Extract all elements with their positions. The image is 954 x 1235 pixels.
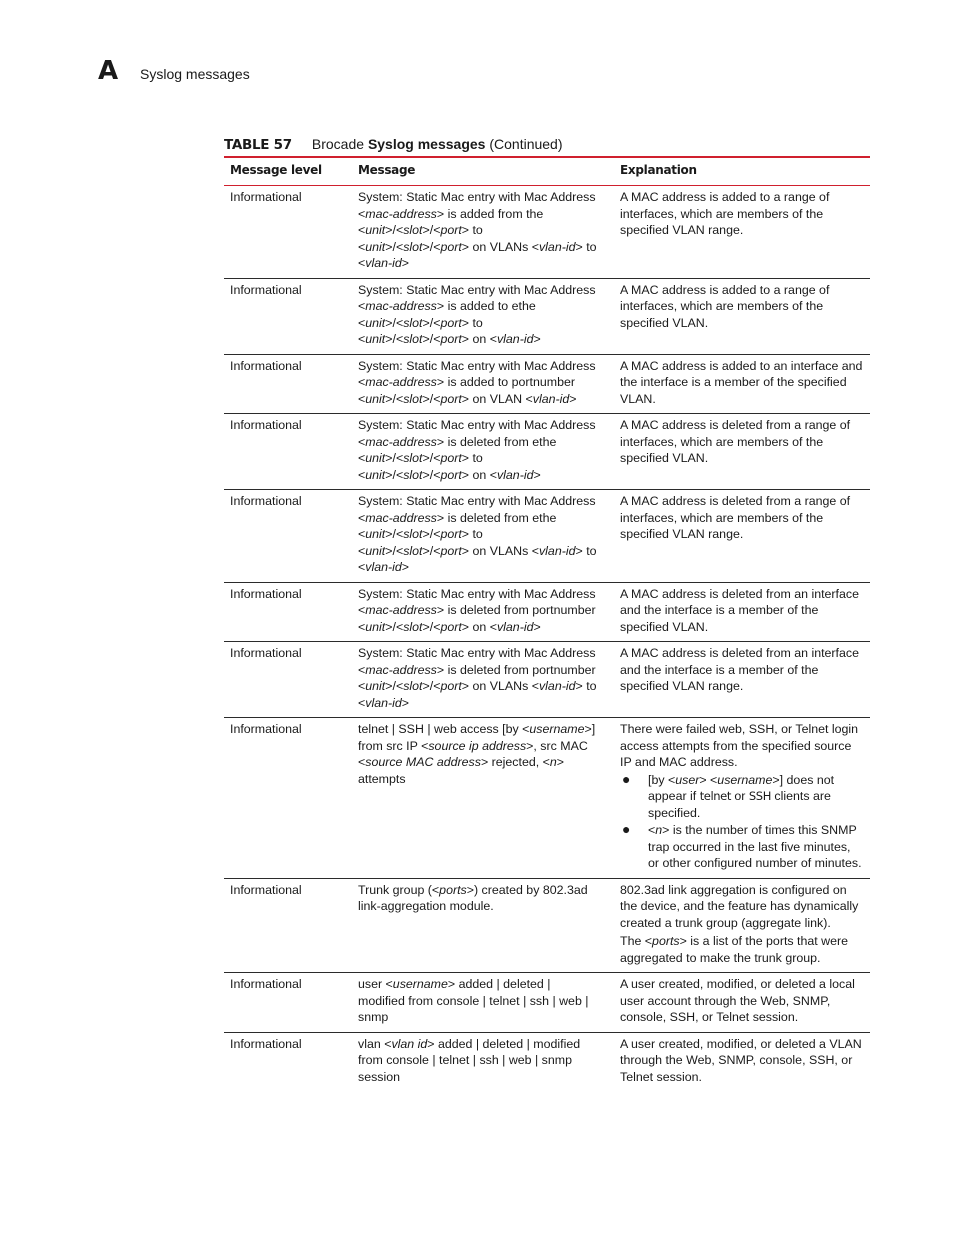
message-line: telnet | SSH | web access [by <username>]: [358, 722, 596, 736]
explanation-text: A MAC address is deleted from an interface and the interface is a member of the specified VLAN.: [620, 586, 859, 634]
explanation-text: A MAC address is deleted from a range of interfaces, which are members of the specified VLAN range.: [620, 494, 851, 541]
table-header-row: [224, 158, 870, 186]
explanation-text: A user created, modified, or deleted a VLAN through the Web, SNMP, console, SSH, or Telnet session.: [620, 1036, 862, 1084]
message-line: <vlan-id>: [358, 256, 410, 270]
explanation-text: A MAC address is added to a range of interfaces, which are members of the specified VLAN.: [620, 282, 830, 330]
message-line: <unit>/<slot>/<port> on <vlan-id>: [358, 467, 541, 482]
cell-message: [352, 279, 614, 354]
table-row: [224, 355, 870, 415]
cell-message: [352, 642, 614, 717]
message-line: <unit>/<slot>/<port> on <vlan-id>: [358, 332, 541, 346]
message-line: System: Static Mac entry with Mac Address: [358, 646, 596, 660]
keyword: SSH: [748, 789, 771, 803]
header-explanation: Explanation: [620, 163, 697, 177]
message-line: <mac-address> is added from the: [358, 206, 544, 221]
table-row: [224, 879, 870, 974]
table-row: [224, 583, 870, 643]
table-row: [224, 279, 870, 355]
message-line: Trunk group (<ports>) created by 802.3ad: [358, 882, 588, 897]
message-line: <unit>/<slot>/<port> on VLANs <vlan-id> to: [358, 679, 597, 693]
cell-message: [352, 879, 614, 973]
table-body: [224, 186, 870, 1091]
appendix-letter: A: [98, 56, 119, 86]
table-row: [224, 973, 870, 1033]
message-line: <unit>/<slot>/<port> to: [358, 527, 483, 541]
cell-message-level: Informational: [230, 882, 302, 897]
message-line: user <username> added | deleted |: [358, 977, 551, 991]
cell-message: [352, 186, 614, 278]
table-title-post: (Continued): [489, 136, 563, 152]
cell-explanation: [614, 973, 870, 1032]
message-line: System: Static Mac entry with Mac Address: [358, 418, 596, 432]
message-line: <unit>/<slot>/<port> to: [358, 315, 483, 330]
cell-message-level: Informational: [230, 282, 302, 297]
cell-explanation: [614, 879, 870, 973]
message-line: from console | telnet | ssh | web | snmp: [358, 1053, 572, 1067]
cell-message-level: Informational: [230, 722, 302, 736]
message-line: <mac-address> is deleted from portnumber: [358, 662, 596, 677]
cell-message-level: Informational: [230, 646, 302, 660]
cell-message: [352, 1033, 614, 1092]
message-line: attempts: [358, 771, 406, 786]
bullet-icon: ●: [622, 770, 631, 787]
message-line: <mac-address> is added to ethe: [358, 299, 536, 313]
explanation-text: 802.3ad link aggregation is configured on the device, and the feature has dynamically created a trunk group (aggregate link).: [620, 882, 859, 930]
message-line: System: Static Mac entry with Mac Address: [358, 586, 596, 601]
message-line: link-aggregation module.: [358, 899, 494, 913]
cell-message: [352, 490, 614, 582]
table-title-pre: Brocade: [311, 136, 365, 152]
message-line: System: Static Mac entry with Mac Address: [358, 282, 596, 297]
explanation-text: A MAC address is deleted from an interface and the interface is a member of the specified VLAN range.: [620, 646, 859, 693]
cell-message: [352, 718, 614, 878]
table-row: [224, 414, 870, 490]
explanation-text: A MAC address is added to a range of interfaces, which are members of the specified VLAN range.: [620, 190, 830, 237]
message-line: <unit>/<slot>/<port> on <vlan-id>: [358, 619, 541, 634]
cell-explanation: [614, 642, 870, 717]
explanation-text: There were failed web, SSH, or Telnet login access attempts from the specified source IP and MAC address.: [620, 722, 859, 769]
cell-message: [352, 973, 614, 1032]
table-row: [224, 642, 870, 718]
cell-message-level: Informational: [230, 358, 302, 373]
keyword: telnet: [699, 789, 731, 803]
message-line: <mac-address> is added to portnumber: [358, 375, 575, 389]
message-line: <mac-address> is deleted from ethe: [358, 510, 557, 525]
bullet-item: [620, 772, 864, 822]
message-line: System: Static Mac entry with Mac Address: [358, 190, 596, 204]
cell-message-level: Informational: [230, 977, 302, 991]
message-line: from src IP <source ip address>, src MAC: [358, 738, 588, 753]
bullet-text: <n> is the number of times this SNMP trap occurred in the last five minutes, or other configured number of minutes.: [648, 823, 862, 870]
cell-message-level: Informational: [230, 494, 302, 508]
message-line: <vlan-id>: [358, 695, 410, 710]
message-line: session: [358, 1069, 401, 1084]
table-row: [224, 718, 870, 879]
bullet-text: [by <user> <username>] does not appear if: [648, 772, 835, 803]
message-line: snmp: [358, 1010, 389, 1024]
explanation-bullets: [620, 772, 864, 872]
message-line: <source MAC address> rejected, <n>: [358, 755, 565, 769]
cell-message: [352, 414, 614, 489]
message-line: <mac-address> is deleted from ethe: [358, 434, 557, 449]
cell-explanation: [614, 718, 870, 878]
table-row: [224, 1033, 870, 1092]
cell-explanation: [614, 186, 870, 278]
message-line: <unit>/<slot>/<port> to: [358, 451, 483, 465]
explanation-text: A MAC address is deleted from a range of interfaces, which are members of the specified VLAN.: [620, 418, 851, 465]
message-line: System: Static Mac entry with Mac Address: [358, 494, 596, 508]
bullet-item: [620, 822, 864, 872]
table-caption: [224, 134, 870, 156]
table-title-bold: Syslog messages: [367, 136, 486, 152]
cell-message-level: Informational: [230, 1036, 302, 1051]
bullet-icon: ●: [622, 821, 631, 837]
cell-message-level: Informational: [230, 586, 302, 601]
cell-explanation: [614, 414, 870, 489]
table-row: [224, 490, 870, 583]
message-line: System: Static Mac entry with Mac Address: [358, 358, 596, 373]
bullet-text: clients are specified.: [648, 789, 831, 820]
cell-message-level: Informational: [230, 190, 302, 204]
table-number: TABLE 57: [224, 137, 292, 153]
section-title: Syslog messages: [140, 66, 250, 82]
message-line: vlan <vlan id> added | deleted | modified: [358, 1036, 581, 1051]
cell-explanation: [614, 1033, 870, 1092]
explanation-text: The <ports> is a list of the ports that were aggregated to make the trunk group.: [620, 934, 848, 965]
cell-message: [352, 583, 614, 642]
message-line: <unit>/<slot>/<port> to: [358, 223, 483, 237]
cell-explanation: [614, 279, 870, 354]
header-message: Message: [358, 163, 416, 177]
message-line: modified from console | telnet | ssh | web |: [358, 993, 589, 1008]
message-line: <unit>/<slot>/<port> on VLAN <vlan-id>: [358, 391, 577, 406]
table-row: [224, 186, 870, 279]
message-line: <mac-address> is deleted from portnumber: [358, 603, 596, 617]
header-message-level: Message level: [230, 163, 322, 177]
cell-message-level: Informational: [230, 418, 302, 432]
message-line: <unit>/<slot>/<port> on VLANs <vlan-id> to: [358, 543, 597, 558]
cell-explanation: [614, 490, 870, 582]
bullet-text: or: [734, 789, 746, 803]
explanation-text: A user created, modified, or deleted a local user account through the Web, SNMP, console, SSH, or Telnet session.: [620, 977, 855, 1024]
message-line: <unit>/<slot>/<port> on VLANs <vlan-id> to: [358, 239, 597, 254]
cell-message: [352, 355, 614, 414]
explanation-text: A MAC address is added to an interface and the interface is a member of the specified VLAN.: [620, 358, 863, 406]
syslog-table: [224, 134, 870, 1091]
message-line: <vlan-id>: [358, 560, 410, 574]
cell-explanation: [614, 583, 870, 642]
cell-explanation: [614, 355, 870, 414]
